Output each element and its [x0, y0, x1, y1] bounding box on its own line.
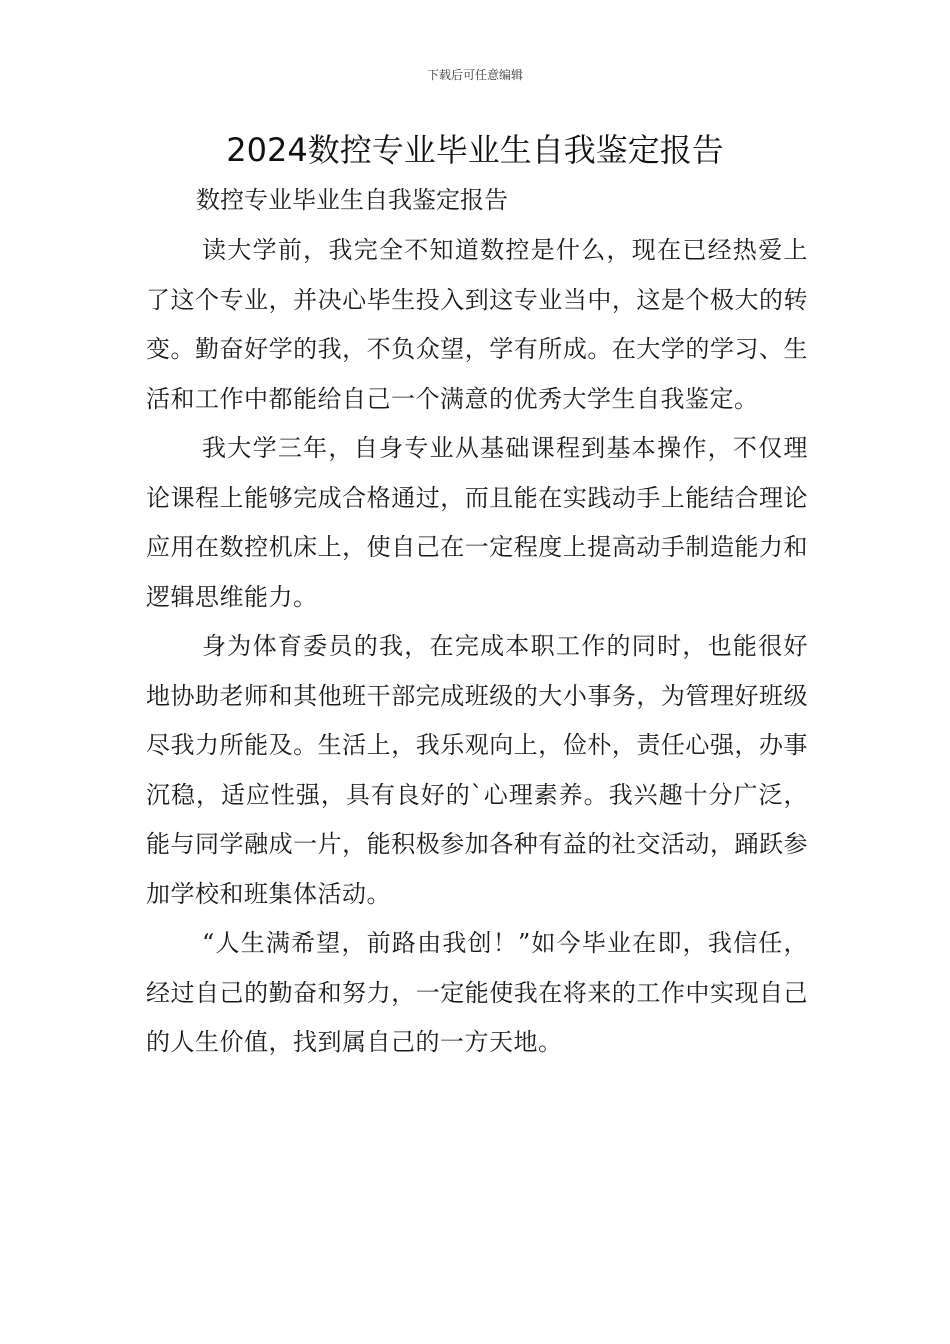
- document-body: [146, 226, 808, 1068]
- paragraph-2: 我大学三年，自身专业从基础课程到基本操作，不仅理论课程上能够完成合格通过，而且能在实践动手上能结合理论应用在数控机床上，使自己在一定程度上提高动手制造能力和逻辑思维能力。: [146, 434, 808, 611]
- document-title: 2024数控专业毕业生自我鉴定报告: [226, 131, 724, 169]
- paragraph-3: 身为体育委员的我，在完成本职工作的同时，也能很好地协助老师和其他班干部完成班级的大小事务，为管理好班级尽我力所能及。生活上，我乐观向上，俭朴，责任心强，办事沉稳，适应性强，具有良好的`心理素养。我兴趣十分广泛，能与同学融成一片，能积极参加各种有益的社交活动，踊跃参加学校和班集体活动。: [146, 632, 808, 908]
- header-note: 下载后可任意编辑: [426, 68, 523, 82]
- paragraph-1: 读大学前，我完全不知道数控是什么，现在已经热爱上了这个专业，并决心毕生投入到这专业当中，这是个极大的转变。勤奋好学的我，不负众望，学有所成。在大学的学习、生活和工作中都能给自己一个满意的优秀大学生自我鉴定。: [146, 236, 808, 413]
- document-subtitle: 数控专业毕业生自我鉴定报告: [196, 186, 508, 214]
- paragraph-4: “人生满希望，前路由我创！”如今毕业在即，我信任，经过自己的勤奋和努力，一定能使我在将来的工作中实现自己的人生价值，找到属自己的一方天地。: [146, 929, 808, 1056]
